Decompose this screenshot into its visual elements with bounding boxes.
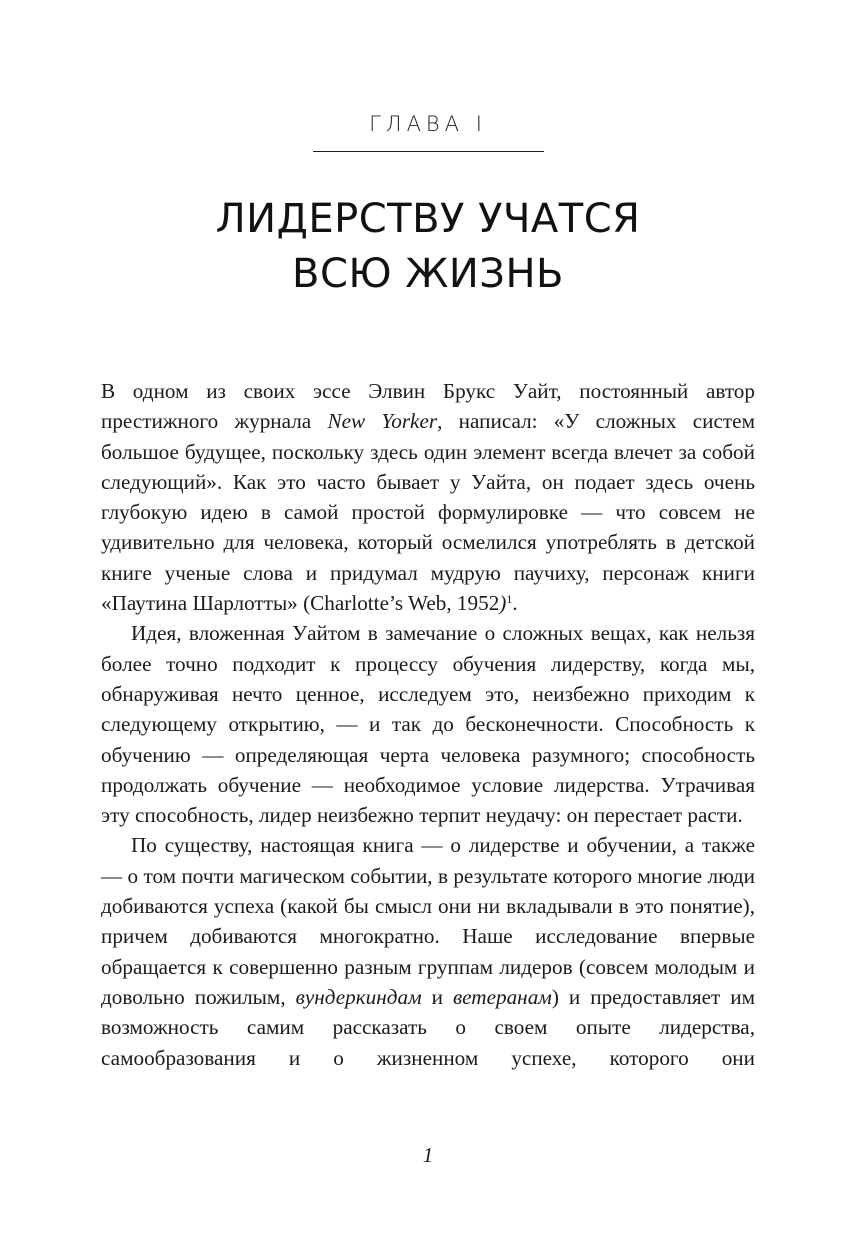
chapter-divider (313, 151, 544, 152)
paragraph-3-text-b: и (421, 984, 453, 1009)
chapter-label: ГЛАВА I (369, 112, 487, 136)
paragraph-1-italic-a: New Yorker (327, 409, 438, 434)
paragraph-1-italic-b: ) (499, 591, 507, 616)
body-text (101, 376, 755, 1073)
paragraph-3-italic-a: вундеркиндам (295, 984, 422, 1009)
footnote-marker[interactable]: 1 (506, 592, 513, 607)
paragraph-3-text-c: ) и предоставляет им возможность самим рассказать о своем опыте лидерства, самообразования и о жизненном успехе, которого они (101, 984, 755, 1070)
paragraph-2-text: Идея, вложенная Уайтом в замечание о сложных вещах, как нельзя более точно подходит к процессу обучения лидерству, когда мы, обнаруживая нечто ценное, исследуем это, неизбежно приходим к следующему открытию, — и так до бесконечности. Способность к обучению — определяющая черта человека разумного; способность продолжать обучение — необходимое условие лидерства. Утрачивая эту способность, лидер неизбежно терпит неудачу: он перестает расти. (101, 621, 755, 828)
paragraph-1-text-a: В одном из своих эссе Элвин Брукс Уайт, постоянный автор престижного журнала (101, 379, 755, 434)
paragraph-2 (101, 618, 755, 830)
page-number: 1 (422, 1143, 434, 1167)
paragraph-1-text-c: . (512, 591, 518, 616)
paragraph-1 (101, 376, 755, 618)
paragraph-3 (101, 830, 755, 1072)
chapter-title (0, 192, 856, 302)
chapter-title-line-1: ЛИДЕРСТВУ УЧАТСЯ (215, 196, 641, 242)
paragraph-3-text-a: По существу, настоящая книга — о лидерстве и обучении, а также — о том почти магическом событии, в результате которого многие люди добиваются успеха (какой бы смысл они ни вкладывали в это понятие), причем добиваются многократно. Наше исследование впервые обращается к совершенно разным группам лидеров (совсем молодым и довольно пожилым, (101, 833, 755, 1009)
paragraph-3-italic-b: ветеранам (452, 984, 552, 1009)
paragraph-1-text-b: , написал: «У сложных систем большое будущее, поскольку здесь один элемент всегда влечет за собой следующий». Как это часто бывает у Уайта, он подает здесь очень глубокую идею в самой простой формулировке — что совсем не удивительно для человека, который осмелился употреблять в детской книге ученые слова и придумал мудрую паучиху, персонаж книги «Паутина Шарлотты» (Charlotte’s Web, 1952 (101, 409, 755, 616)
chapter-title-line-2: ВСЮ ЖИЗНЬ (292, 251, 564, 297)
